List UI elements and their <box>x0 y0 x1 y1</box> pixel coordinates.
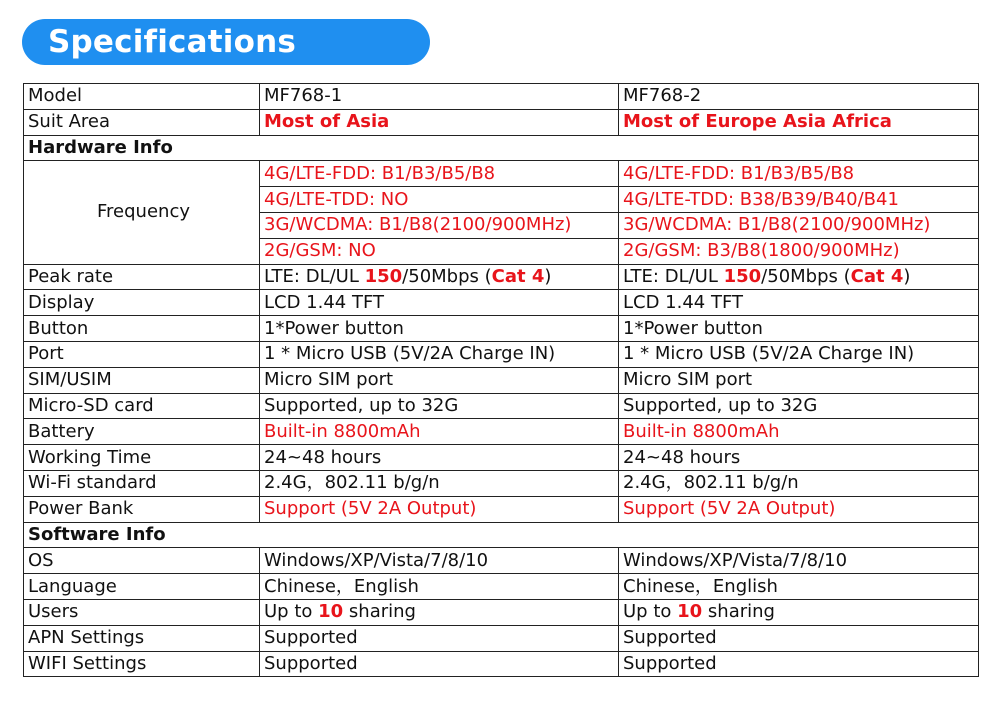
table-row <box>24 290 979 316</box>
battery-2-cell: Built-in 8800mAh <box>619 419 979 445</box>
button-2-cell: 1*Power button <box>619 316 979 342</box>
row-label: Peak rate <box>24 264 260 290</box>
table-row <box>24 445 979 471</box>
language-2-cell: Chinese，English <box>619 574 979 600</box>
language-1-cell: Chinese，English <box>260 574 619 600</box>
os-1-cell: Windows/XP/Vista/7/8/10 <box>260 548 619 574</box>
row-label: Display <box>24 290 260 316</box>
row-label: Suit Area <box>24 109 260 135</box>
table-row <box>24 84 979 110</box>
peak-rate-prefix: LTE: DL/UL <box>264 265 365 287</box>
users-prefix: Up to <box>264 601 319 623</box>
page-title: Specifications <box>48 24 297 60</box>
table-row <box>24 341 979 367</box>
peak-rate-category: Cat 4 <box>491 265 545 287</box>
suit-area-1-cell: Most of Asia <box>260 109 619 135</box>
sim-1-cell: Micro SIM port <box>260 367 619 393</box>
row-label: SIM/USIM <box>24 367 260 393</box>
frequency-2-cell: 4G/LTE-TDD: B38/B39/B40/B41 <box>619 187 979 213</box>
peak-rate-2-cell <box>619 264 979 290</box>
model-1-cell: MF768-1 <box>260 84 619 110</box>
row-label: Micro-SD card <box>24 393 260 419</box>
frequency-1-cell: 4G/LTE-TDD: NO <box>260 187 619 213</box>
port-1-cell: 1 * Micro USB (5V/2A Charge IN) <box>260 341 619 367</box>
frequency-1-cell: 3G/WCDMA: B1/B8(2100/900MHz) <box>260 212 619 238</box>
users-suffix: sharing <box>702 601 775 623</box>
apn-2-cell: Supported <box>619 625 979 651</box>
row-label: Working Time <box>24 445 260 471</box>
power-bank-1-cell: Support (5V 2A Output) <box>260 496 619 522</box>
sd-1-cell: Supported, up to 32G <box>260 393 619 419</box>
button-1-cell: 1*Power button <box>260 316 619 342</box>
title-banner <box>22 19 430 65</box>
sd-2-cell: Supported, up to 32G <box>619 393 979 419</box>
peak-rate-suffix: ) <box>903 265 911 287</box>
table-row <box>24 264 979 290</box>
frequency-1-cell: 4G/LTE-FDD: B1/B3/B5/B8 <box>260 161 619 187</box>
row-label: Button <box>24 316 260 342</box>
row-label: Power Bank <box>24 496 260 522</box>
table-row <box>24 651 979 677</box>
row-label: APN Settings <box>24 625 260 651</box>
hardware-section-header: Hardware Info <box>24 135 979 161</box>
software-section-header: Software Info <box>24 522 979 548</box>
wifi-settings-2-cell: Supported <box>619 651 979 677</box>
row-label: WIFI Settings <box>24 651 260 677</box>
row-label: Model <box>24 84 260 110</box>
display-2-cell: LCD 1.44 TFT <box>619 290 979 316</box>
row-label: OS <box>24 548 260 574</box>
peak-rate-speed: 150 <box>723 265 762 287</box>
suit-area-2-cell: Most of Europe Asia Africa <box>619 109 979 135</box>
working-1-cell: 24~48 hours <box>260 445 619 471</box>
peak-rate-suffix: ) <box>544 265 552 287</box>
table-row <box>24 574 979 600</box>
table-row <box>24 393 979 419</box>
table-row <box>24 419 979 445</box>
display-1-cell: LCD 1.44 TFT <box>260 290 619 316</box>
wifi-1-cell: 2.4G，802.11 b/g/n <box>260 470 619 496</box>
section-row <box>24 135 979 161</box>
users-suffix: sharing <box>343 601 416 623</box>
row-label: Battery <box>24 419 260 445</box>
working-2-cell: 24~48 hours <box>619 445 979 471</box>
frequency-2-cell: 3G/WCDMA: B1/B8(2100/900MHz) <box>619 212 979 238</box>
table-row <box>24 625 979 651</box>
peak-rate-prefix: LTE: DL/UL <box>623 265 724 287</box>
table-row <box>24 367 979 393</box>
users-count: 10 <box>318 601 344 623</box>
specifications-table <box>23 83 979 677</box>
users-2-cell <box>619 599 979 625</box>
users-1-cell <box>260 599 619 625</box>
table-row <box>24 316 979 342</box>
users-count: 10 <box>677 601 703 623</box>
row-label: Wi-Fi standard <box>24 470 260 496</box>
row-label: Users <box>24 599 260 625</box>
frequency-label: Frequency <box>24 161 260 264</box>
users-prefix: Up to <box>623 601 678 623</box>
table-row <box>24 470 979 496</box>
table-row <box>24 161 979 187</box>
peak-rate-category: Cat 4 <box>850 265 904 287</box>
table-row <box>24 548 979 574</box>
peak-rate-speed: 150 <box>364 265 403 287</box>
sim-2-cell: Micro SIM port <box>619 367 979 393</box>
table-row <box>24 496 979 522</box>
frequency-2-cell: 2G/GSM: B3/B8(1800/900MHz) <box>619 238 979 264</box>
apn-1-cell: Supported <box>260 625 619 651</box>
frequency-2-cell: 4G/LTE-FDD: B1/B3/B5/B8 <box>619 161 979 187</box>
table-row <box>24 109 979 135</box>
peak-rate-middle: /50Mbps ( <box>402 265 492 287</box>
row-label: Language <box>24 574 260 600</box>
os-2-cell: Windows/XP/Vista/7/8/10 <box>619 548 979 574</box>
row-label: Port <box>24 341 260 367</box>
battery-1-cell: Built-in 8800mAh <box>260 419 619 445</box>
section-row <box>24 522 979 548</box>
peak-rate-1-cell <box>260 264 619 290</box>
port-2-cell: 1 * Micro USB (5V/2A Charge IN) <box>619 341 979 367</box>
wifi-settings-1-cell: Supported <box>260 651 619 677</box>
power-bank-2-cell: Support (5V 2A Output) <box>619 496 979 522</box>
frequency-1-cell: 2G/GSM: NO <box>260 238 619 264</box>
wifi-2-cell: 2.4G，802.11 b/g/n <box>619 470 979 496</box>
table-row <box>24 599 979 625</box>
peak-rate-middle: /50Mbps ( <box>761 265 851 287</box>
model-2-cell: MF768-2 <box>619 84 979 110</box>
